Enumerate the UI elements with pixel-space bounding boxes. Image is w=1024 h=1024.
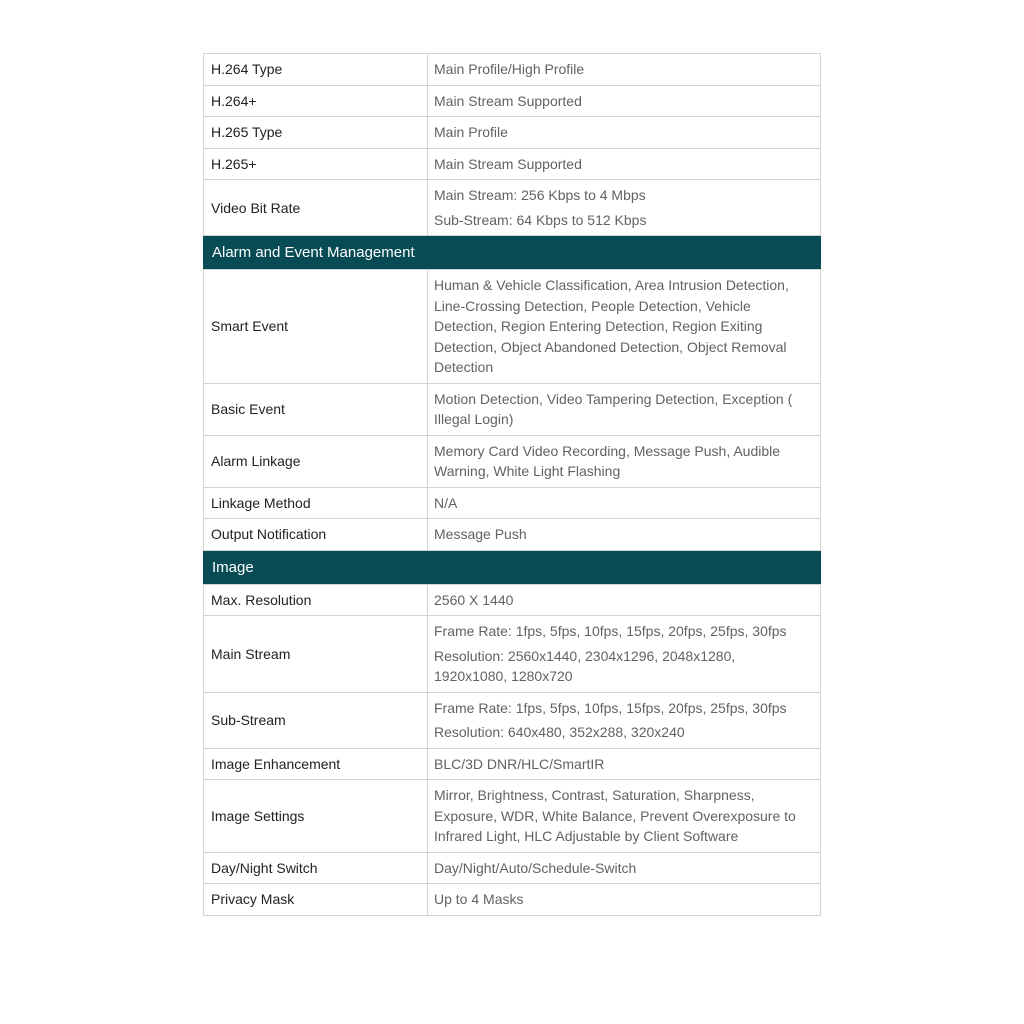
- spec-label: Video Bit Rate: [204, 180, 428, 235]
- spec-label: Basic Event: [204, 384, 428, 435]
- spec-row-output-notification: [204, 519, 820, 551]
- spec-row-h265-type: [204, 117, 820, 149]
- spec-value-line: Memory Card Video Recording, Message Push, Audible Warning, White Light Flashing: [434, 442, 781, 479]
- spec-value: [428, 488, 820, 519]
- spec-value-line: Frame Rate: 1fps, 5fps, 10fps, 15fps, 20fps, 25fps, 30fps: [434, 623, 787, 639]
- spec-row-max-resolution: [204, 585, 820, 617]
- spec-value-line: Main Stream: 256 Kbps to 4 Mbps: [434, 187, 646, 203]
- camera-spec-table: [203, 53, 821, 916]
- spec-value-line: 2560 X 1440: [434, 591, 514, 608]
- spec-label: Image Enhancement: [204, 749, 428, 780]
- spec-value-line: Resolution: 2560x1440, 2304x1296, 2048x1280, 1920x1080, 1280x720: [434, 647, 736, 684]
- spec-value: [428, 270, 820, 383]
- spec-value: [428, 180, 820, 235]
- spec-row-linkage-method: [204, 488, 820, 520]
- spec-label: Day/Night Switch: [204, 853, 428, 884]
- section-header-alarm-and-event-management: Alarm and Event Management: [203, 236, 821, 270]
- spec-value: [428, 149, 820, 180]
- spec-row-alarm-linkage: [204, 436, 820, 488]
- spec-label: Alarm Linkage: [204, 436, 428, 487]
- spec-value-line: Resolution: 640x480, 352x288, 320x240: [434, 724, 685, 740]
- spec-row-image-enhancement: [204, 749, 820, 781]
- spec-label: H.264+: [204, 86, 428, 117]
- spec-label: Smart Event: [204, 270, 428, 383]
- spec-label: Sub-Stream: [204, 693, 428, 748]
- spec-row-h265-plus: [204, 149, 820, 181]
- spec-value: [428, 384, 820, 435]
- spec-label: Max. Resolution: [204, 585, 428, 616]
- spec-label: Image Settings: [204, 780, 428, 852]
- spec-value-line: BLC/3D DNR/HLC/SmartIR: [434, 755, 605, 772]
- spec-label: Linkage Method: [204, 488, 428, 519]
- spec-value: [428, 780, 820, 852]
- spec-value-line: Day/Night/Auto/Schedule-Switch: [434, 859, 637, 876]
- spec-value-line: Main Stream Supported: [434, 155, 582, 172]
- spec-row-smart-event: [204, 270, 820, 384]
- spec-row-h264-plus: [204, 86, 820, 118]
- spec-row-image-settings: [204, 780, 820, 853]
- spec-label: Privacy Mask: [204, 884, 428, 915]
- spec-value: [428, 749, 820, 780]
- spec-label: Output Notification: [204, 519, 428, 550]
- section-header-image: Image: [203, 551, 821, 585]
- spec-row-privacy-mask: [204, 884, 820, 915]
- spec-value-line: Mirror, Brightness, Contrast, Saturation, Sharpness, Exposure, WDR, White Balance, Prevent Overexposure to Infrared Light, HLC Adjustable by Client Software: [434, 787, 796, 844]
- spec-row-day-night-switch: [204, 853, 820, 885]
- spec-value: [428, 616, 820, 692]
- spec-label: H.265+: [204, 149, 428, 180]
- spec-value: [428, 436, 820, 487]
- spec-row-main-stream: [204, 616, 820, 693]
- spec-value: [428, 693, 820, 748]
- spec-value: [428, 884, 820, 915]
- spec-value: [428, 54, 820, 85]
- spec-value-line: Motion Detection, Video Tampering Detection, Exception ( Illegal Login): [434, 390, 793, 427]
- spec-value-line: Main Profile/High Profile: [434, 61, 585, 77]
- spec-value-line: N/A: [434, 494, 458, 511]
- spec-value-line: Sub-Stream: 64 Kbps to 512 Kbps: [434, 211, 647, 228]
- spec-value-line: Message Push: [434, 526, 527, 542]
- spec-value: [428, 853, 820, 884]
- spec-value-line: Frame Rate: 1fps, 5fps, 10fps, 15fps, 20fps, 25fps, 30fps: [434, 699, 787, 716]
- spec-row-basic-event: [204, 384, 820, 436]
- spec-value: [428, 585, 820, 616]
- spec-label: H.265 Type: [204, 117, 428, 148]
- spec-value-line: Main Profile: [434, 124, 508, 140]
- spec-row-video-bit-rate: [204, 180, 820, 236]
- spec-label: Main Stream: [204, 616, 428, 692]
- spec-row-h264-type: [204, 54, 820, 86]
- spec-value-line: Main Stream Supported: [434, 92, 582, 109]
- spec-value: [428, 519, 820, 550]
- spec-label: H.264 Type: [204, 54, 428, 85]
- spec-value-line: Human & Vehicle Classification, Area Intrusion Detection, Line-Crossing Detection, People Detection, Vehicle Detection, Region Entering Detection, Region Exiting Detection, Object Abandoned Detection, Object Removal Detection: [434, 277, 789, 375]
- spec-row-sub-stream: [204, 693, 820, 749]
- spec-value: [428, 117, 820, 148]
- spec-value: [428, 86, 820, 117]
- spec-value-line: Up to 4 Masks: [434, 891, 524, 907]
